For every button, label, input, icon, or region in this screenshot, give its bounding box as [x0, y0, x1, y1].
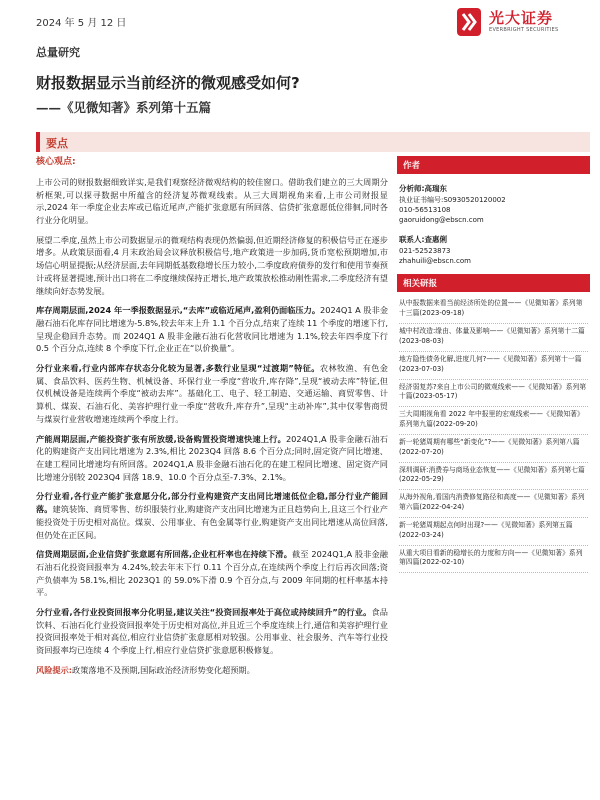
risk-warning: 风险提示:政策落地不及预期,国际政治经济形势变化超预期。 — [36, 664, 255, 675]
related-report-item[interactable]: 新一轮猪周期起点何时出现?——《见微知著》系列第五篇(2022-03-24) — [399, 518, 588, 546]
report-date: 2024 年 5 月 12 日 — [36, 18, 127, 29]
contact-line: 联系人:查惠俐 — [399, 235, 447, 245]
analyst-name: 高瑞东 — [424, 184, 447, 193]
author-heading: 作者 — [397, 156, 590, 174]
related-reports — [397, 292, 590, 573]
contact-email[interactable]: zhahuili@ebscn.com — [399, 257, 471, 266]
section-label: 要点 — [46, 137, 68, 150]
related-report-item[interactable]: 从中报数据来看当前经济所处的位置——《见微知著》系列第十三篇(2023-09-18) — [399, 296, 588, 324]
paragraph-credit-cycle: 信贷周期层面,企业信贷扩张意愿有所回落,企业杠杆率也在持续下滑。截至 2024Q1,A 股非金融石油石化投资回报率为 4.24%,较去年末下行 0.11 个百分点,在连续两个季度上行后再次回落;资产负债率为 58.1%,相比 2023Q1 的 59.0%下滑 0.9 个百分点,与 2009 年同期的杠杆率基本持平。 — [36, 549, 388, 598]
main-content — [36, 156, 388, 684]
analyst-line: 分析师:高瑞东 — [399, 184, 447, 193]
related-report-item[interactable]: 地方隐性债务化解,进度几何?——《见微知著》系列第十一篇(2023-07-03) — [399, 352, 588, 380]
report-subtitle: ——《见微知著》系列第十五篇 — [36, 100, 212, 115]
sidebar — [397, 156, 590, 573]
brand-logo — [455, 6, 587, 40]
paragraph-intro: 上市公司的财报数据细致详实,是我们观察经济微观结构的较佳窗口。借助我们建立的三大周期分析框架,可以探寻数据中所蕴含的经济复苏微观线索。从三大周期视角来看,上市公司财报显示,2024 年一季度企业去库或已临近尾声,产能扩张意愿有所回落、信贷扩张意愿低位徘徊,同时各行业分化明显。 — [36, 176, 388, 226]
analyst-email[interactable]: gaoruidong@ebscn.com — [399, 216, 484, 225]
paragraph-credit-industry: 分行业看,各行业投资回报率分化明显,建议关注“投资回报率处于高位或持续回升”的行业。食品饮料、石油石化行业投资回报率处于历史相对高位,并且近三个季度连续上行,通信和美容护理行业投资回报率处于相对高位,相应行业信贷扩张意愿相对较强。公用事业、社会服务、汽车等行业投资回报率均已连续 4 个季度上行,相应行业信贷扩张意愿积极修复。 — [36, 607, 388, 656]
section-accent — [36, 132, 40, 152]
related-report-item[interactable]: 从海外视角,看国内消费修复路径和高度——《见微知著》系列第六篇(2022-04-24) — [399, 490, 588, 518]
paragraph-capacity-cycle: 产能周期层面,产能投资扩张有所放缓,设备购置投资增速快速上行。2024Q1,A 股非金融石油石化的购建资产支出同比增速为 2.3%,相比 2023Q4 回落 8.6 个百分点;同时,固定资产同比增速、在建工程同比增速均有所回落。2024Q1,A 股非金融石油石化的在建工程同比增速、固定资产同比增速分别较 2023Q4 回落 18.9、10.0 个百分点至-7.3%、2.1%。 — [36, 433, 388, 482]
report-category: 总量研究 — [36, 46, 80, 59]
related-report-item[interactable]: 三大周期视角看 2022 年中报里的宏观线索——《见微知著》系列第九篇(2022-09-20) — [399, 407, 588, 435]
paragraph-outlook: 展望二季度,虽然上市公司数据显示的微观结构表现仍然偏弱,但近期经济修复的积极信号正在逐步增多。从政策层面看,4 月末政治局会议释放积极信号,地产政策进一步加码,货币宽松预期增加,市场信心明显提振;从经济层面,去年同期低基数稳增长压力较小,二季度政府债券的发行和使用节奏预计或将显著提速,预计出口将在二季度继续保持正增长,地产政策放松推动刚性需求,二季度经济有望继续向好态势发展。 — [36, 234, 388, 296]
paragraph-capacity-industry: 分行业看,各行业产能扩张意愿分化,部分行业构建资产支出同比增速低位企稳,部分行业产能回落。建筑装饰、商贸零售、纺织服装行业,购建资产支出同比增速为正且趋势向上,且这三个行业产能投资处于历史相对高位。煤炭、公用事业、有色金属等行业,购建资产支出同比增速从高位回落,但仍处在正区间。 — [36, 491, 388, 540]
related-heading: 相关研报 — [397, 274, 590, 292]
analyst-info — [397, 174, 590, 266]
contact-phone: 021-52523873 — [399, 247, 451, 256]
paragraph-inventory-cycle: 库存周期层面,2024 年一季报数据显示,“去库”或临近尾声,盈利仍面临压力。2024Q1 A 股非金融石油石化库存同比增速为-5.8%,较去年末上升 1.1 个百分点,结束了连续 11 个季度的增速下行,呈现企稳回升态势。而 2024Q1 A 股非金融石油石化营收同比增速为 1.1%,较去年四季度下行 0.5 个百分点,连续 8 个季度下行,企业正在“以价换量”。 — [36, 305, 389, 354]
contact-info — [399, 235, 588, 266]
paragraph-inventory-industry: 分行业来看,行业内部库存状态分化较为显著,多数行业呈现“过渡期”特征。农林牧渔、有色金属、食品饮料、医药生物、机械设备、环保行业一季度“营收升,库存降”,呈现“被动去库”特征,但仅机械设备是连续两个季度“被动去库”。基础化工、电子、轻工制造、交通运输、商贸零售、计算机、煤炭、石油石化、美容护理行业一季度“营收升,库存升”,呈现“主动补库”,其中仅零售商贸与煤炭行业营收增速连续两个季度上行。 — [36, 363, 388, 424]
key-points-bar — [36, 132, 590, 152]
analyst-cert: 执业证书编号:S0930520120002 — [399, 195, 506, 204]
related-report-item[interactable]: 经济弱复苏?来自上市公司的微观线索——《见微知著》系列第十篇(2023-05-17) — [399, 380, 588, 408]
core-view-label: 核心观点: — [36, 157, 76, 167]
related-report-item[interactable]: 城中村改造:缘由、体量及影响——《见微知著》系列第十二篇(2023-08-03) — [399, 324, 588, 352]
related-report-item[interactable]: 深圳调研:消费券与商场业态恢复——《见微知著》系列第七篇(2022-05-29) — [399, 463, 588, 491]
everbright-logo-icon — [455, 6, 483, 38]
related-report-item[interactable]: 从重大项目看新的稳增长的力度和方向——《见微知著》系列第四篇(2022-02-10) — [399, 546, 588, 574]
report-title: 财报数据显示当前经济的微观感受如何? — [36, 74, 300, 92]
logo-text: 光大证券 — [489, 9, 554, 27]
analyst-phone: 010-56513108 — [399, 206, 451, 215]
related-report-item[interactable]: 新一轮猪周期有哪些“新变化”?——《见微知著》系列第八篇(2022-07-20) — [399, 435, 588, 463]
contact-name: 查惠俐 — [424, 235, 447, 245]
logo-subtext: EVERBRIGHT SECURITIES — [489, 27, 559, 33]
